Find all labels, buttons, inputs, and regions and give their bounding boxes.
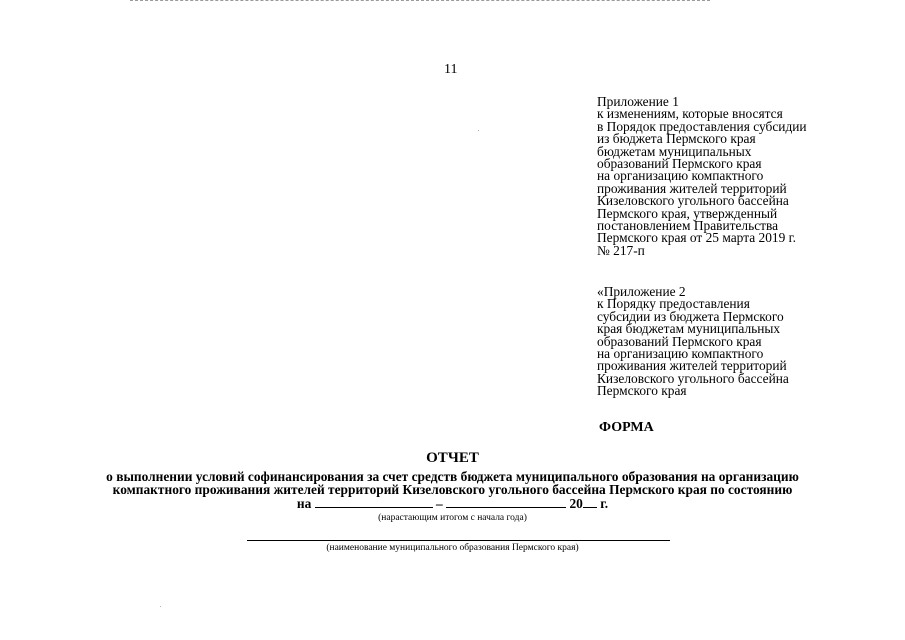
annex-2-line: «Приложение 2 (597, 284, 686, 299)
period-end-blank (446, 496, 566, 508)
annex-1-line: Кизеловского угольного бассейна (597, 193, 789, 209)
annex-2-line: к Порядку предоставления (597, 296, 750, 312)
annex-1-line: Приложение 1 (597, 94, 679, 109)
report-subtitle (40, 470, 865, 496)
period-year-suffix: г. (600, 496, 609, 511)
annex-1-heading (597, 96, 897, 257)
annex-2-line: проживания жителей территорий (597, 358, 787, 374)
annex-1-line: в Порядок предоставления субсидии (597, 118, 807, 134)
report-title: ОТЧЕТ (426, 450, 479, 466)
annex-1-line: к изменениям, которые вносятся (597, 106, 783, 122)
report-period-line (0, 496, 905, 511)
period-year-blank (583, 496, 597, 508)
annex-1-line: № 217-п (597, 242, 645, 258)
page-number: 11 (444, 62, 458, 77)
scan-speck (478, 130, 479, 131)
annex-1-line: постановлением Правительства (597, 218, 779, 234)
annex-1-line: образований Пермского края (597, 156, 762, 172)
annex-2-line: на организацию компактного (597, 346, 764, 362)
period-dash: – (436, 496, 443, 511)
municipality-hint: (наименование муниципального образования Пермского края) (326, 543, 579, 553)
annex-2-line: Пермского края (597, 383, 687, 399)
annex-1-line: проживания жителей территорий (597, 180, 787, 196)
annex-1-line: бюджетам муниципальных (597, 143, 752, 159)
period-start-blank (315, 496, 433, 508)
annex-2-line: субсидии из бюджета Пермского (597, 308, 784, 324)
report-subtitle-line: компактного проживания жителей территорий Кизеловского угольного бассейна Пермского края по состоянию (112, 482, 793, 497)
period-hint: (нарастающим итогом с начала года) (378, 513, 527, 523)
period-prefix: на (296, 496, 312, 511)
annex-2-heading (597, 286, 897, 398)
scan-speck (160, 606, 161, 607)
period-year-prefix: 20 (569, 496, 583, 511)
report-subtitle-line: о выполнении условий софинансирования за счет средств бюджета муниципального образования на организацию (106, 469, 799, 484)
annex-2-line: образований Пермского края (597, 333, 762, 349)
municipality-name-line (247, 540, 670, 541)
annex-2-line: края бюджетам муниципальных (597, 321, 781, 337)
annex-1-line: из бюджета Пермского края (597, 131, 756, 147)
annex-1-line: Пермского края, утвержденный (597, 205, 778, 221)
annex-2-line: Кизеловского угольного бассейна (597, 370, 789, 386)
annex-1-line: Пермского края от 25 марта 2019 г. (597, 230, 796, 246)
scan-top-edge (130, 0, 710, 2)
annex-1-line: на организацию компактного (597, 168, 764, 184)
form-label: ФОРМА (599, 420, 654, 435)
